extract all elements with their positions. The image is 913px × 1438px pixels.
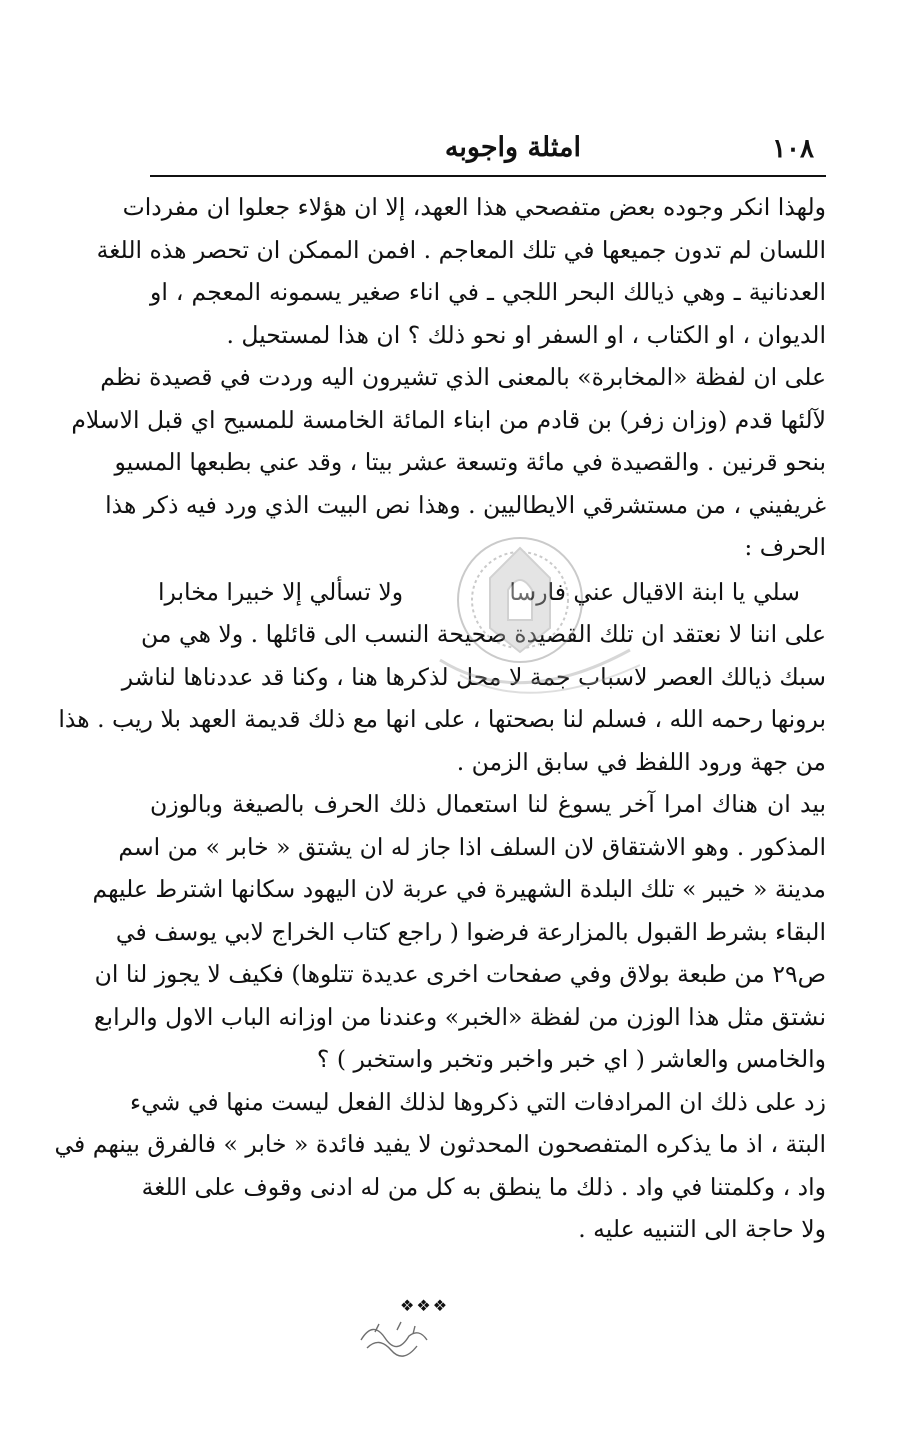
text-line: البقاء بشرط القبول بالمزارعة فرضوا ( راجع كتاب الخراج لابي يوسف في: [115, 917, 826, 946]
page-header: [150, 128, 826, 168]
paragraph: [92, 783, 826, 1081]
text-line: من جهة ورود اللفظ في سابق الزمن .: [456, 747, 826, 776]
verse-first-hemistich: سلي يا ابنة الاقيال عني فارسا: [509, 577, 800, 606]
text-line: برونها رحمه الله ، فسلم لنا بصحتها ، على انها مع ذلك قديمة العهد بلا ريب . هذا: [58, 705, 826, 733]
text-line: على اننا لا نعتقد ان تلك القصيدة صحيحة النسب الى قائلها . ولا هي من: [141, 620, 826, 648]
end-ornament: ❖❖❖: [400, 1296, 450, 1315]
text-line: لآلئها قدم (وزان زفر) بن قادم من ابناء المائة الخامسة للمسيح اي قبل الاسلام: [71, 405, 826, 434]
text-line: سبك ذيالك العصر لاسباب جمة لا محل لذكرها هنا ، وكنا قد عددناها لناشر: [121, 662, 826, 691]
text-line: اللسان لم تدون جميعها في تلك المعاجم . افمن الممكن ان تحصر هذه اللغة: [96, 235, 826, 264]
paragraph: [58, 613, 826, 783]
text-line: العدنانية ـ وهي ذيالك البحر اللجي ـ في اناء صغير يسمونه المعجم ، او: [150, 278, 826, 306]
text-line: ص٢٩ من طبعة بولاق وفي صفحات اخرى عديدة تتلوها) فكيف لا يجوز لنا ان: [94, 960, 826, 988]
verse-second-hemistich: ولا تسألي إلا خبيرا مخابرا: [158, 577, 404, 606]
text-line: ولهذا انكر وجوده بعض متفصحي هذا العهد، إلا ان هؤلاء جعلوا ان مفردات: [122, 193, 826, 221]
text-line: المذكور . وهو الاشتقاق لان السلف اذا جاز له ان يشتق « خابر » من اسم: [118, 832, 826, 861]
text-line: مدينة « خيبر » تلك البلدة الشهيرة في عربة لان اليهود سكانها اشترط عليهم: [92, 875, 826, 903]
body-text: [54, 186, 826, 1251]
page-number: ١٠٨: [772, 134, 814, 164]
text-line: والخامس والعاشر ( اي خبر واخبر وتخبر واستخبر ) ؟: [316, 1045, 826, 1073]
text-line: زد على ذلك ان المرادفات التي ذكروها لذلك الفعل ليست منها في شيء: [130, 1087, 826, 1116]
text-line: بنحو قرنين . والقصيدة في مائة وتسعة عشر بيتا ، وقد عني بطبعها المسيو: [114, 448, 826, 476]
running-title: امثلة واجوبه: [444, 132, 581, 163]
text-line: نشتق مثل هذا الوزن من لفظة «الخبر» وعندنا من اوزانه الباب الاول والرابع: [94, 1002, 826, 1031]
text-line: بيد ان هناك امرا آخر يسوغ لنا استعمال ذلك الحرف بالصيغة وبالوزن: [150, 790, 826, 818]
printer-flourish-icon: [353, 1310, 433, 1360]
header-rule: [150, 175, 826, 177]
paragraphs-after-verse: [54, 613, 826, 1251]
poetry-verse: [150, 571, 826, 614]
paragraph: [54, 1081, 826, 1251]
paragraph: [96, 186, 826, 356]
text-line: ولا حاجة الى التنبيه عليه .: [578, 1215, 826, 1243]
text-line: على ان لفظة «المخابرة» بالمعنى الذي تشيرون اليه وردت في قصيدة نظم: [100, 363, 826, 391]
text-line: البتة ، اذ ما يذكره المتفصحون المحدثون لا يفيد فائدة « خابر » فالفرق بينهم في: [54, 1130, 826, 1158]
text-line: الديوان ، او الكتاب ، او السفر او نحو ذلك ؟ ان هذا لمستحيل .: [226, 320, 826, 349]
paragraph: [71, 356, 826, 569]
paragraphs-before-verse: [71, 186, 826, 569]
text-line: واد ، وكلمتنا في واد . ذلك ما ينطق به كل من له ادنى وقوف على اللغة: [141, 1172, 826, 1201]
text-line: غريفيني ، من مستشرقي الايطاليين . وهذا نص البيت الذي ورد فيه ذكر هذا: [105, 490, 826, 519]
text-line: الحرف :: [744, 533, 826, 561]
